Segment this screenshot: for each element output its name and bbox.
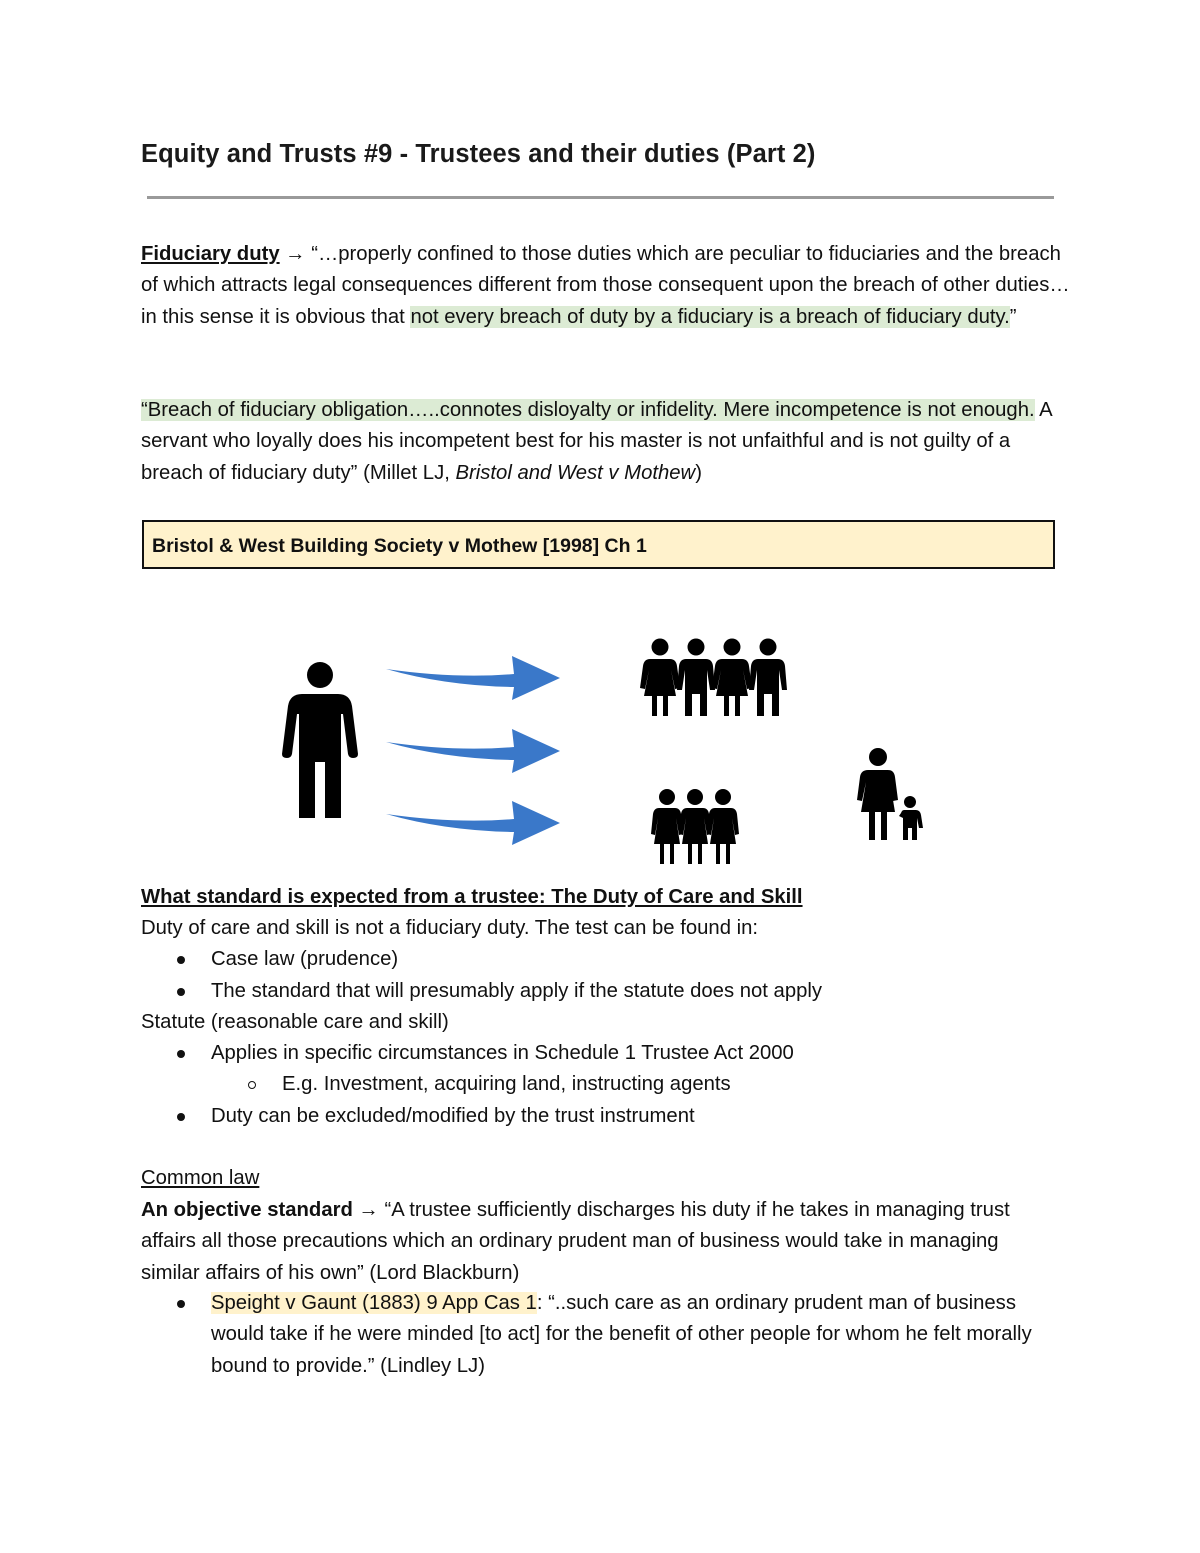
page-title: Equity and Trusts #9 - Trustees and their duties (Part 2) (141, 140, 816, 168)
common-law-heading: Common law (141, 1167, 260, 1189)
blue-arrow-icon (386, 725, 562, 773)
case-box (142, 520, 1055, 569)
trustee-person-icon (280, 662, 360, 818)
blue-arrow-icon (386, 797, 562, 845)
millet-case-name: Bristol and West v Mothew (455, 461, 696, 484)
millet-quote-paragraph (141, 395, 1071, 489)
fiduciary-quote-start: “…properly confined to those duties which are peculiar to fiduciaries and the breach of which attracts legal consequences different from those consequent upon the breach of other duties…in this sense it is obvious that (141, 243, 1070, 328)
bullet-excluded: Duty can be excluded/modified by the trust instrument (211, 1105, 695, 1127)
title-divider (147, 196, 1054, 199)
objective-standard-paragraph (141, 1195, 1041, 1289)
fiduciary-quote-end: ” (1009, 305, 1017, 328)
standard-heading: What standard is expected from a trustee: The Duty of Care and Skill (141, 886, 803, 908)
standard-intro: Duty of care and skill is not a fiduciary duty. The test can be found in: (141, 917, 759, 939)
speight-quote: : “..such care as an ordinary prudent man of business would take if he were minded [to act] for the benefit of other people for whom he felt morally bound to provide.” (Lindley LJ) (211, 1292, 1032, 1377)
mother-child-icon (857, 748, 925, 840)
bullet-schedule: Applies in specific circumstances in Schedule 1 Trustee Act 2000 (211, 1042, 794, 1064)
objective-arrow: → (352, 1199, 385, 1221)
fiduciary-duty-paragraph (141, 239, 1071, 333)
objective-quote: “A trustee sufficiently discharges his duty if he takes in managing trust affairs all those precautions which an ordinary prudent man of business would take in managing similar affairs of his own” (Lord Blackburn) (141, 1199, 1010, 1284)
blue-arrow-icon (386, 652, 562, 700)
family-group-icon (640, 638, 790, 716)
millet-highlight: “Breach of fiduciary obligation…..connotes disloyalty or infidelity. Mere incompetence is not enough. (141, 399, 1035, 421)
speight-case-name: Speight v Gaunt (1883) 9 App Cas 1 (211, 1292, 537, 1314)
fiduciary-quote-highlight: not every breach of duty by a fiduciary is a breach of fiduciary duty. (410, 305, 1010, 328)
bullet-presumed-standard: The standard that will presumably apply if the statute does not apply (211, 980, 823, 1002)
statute-line: Statute (reasonable care and skill) (141, 1011, 449, 1033)
bullet-dot (177, 1050, 185, 1058)
case-box-title: Bristol & West Building Society v Mothew [1998] Ch 1 (152, 535, 647, 557)
fiduciary-duty-term: Fiduciary duty (141, 243, 280, 265)
objective-standard-term: An objective standard (141, 1199, 353, 1221)
sub-bullet-examples: E.g. Investment, acquiring land, instructing agents (282, 1073, 731, 1095)
bullet-case-law: Case law (prudence) (211, 948, 399, 970)
millet-rest: A servant who loyally does his incompetent best for his master is not unfaithful and is not guilty of a breach of fiduciary duty” (Millet LJ, (141, 399, 1052, 484)
fiduciary-arrow: → (279, 243, 312, 265)
bullet-dot (177, 988, 185, 996)
millet-close: ) (695, 461, 702, 484)
bullet-dot (177, 1113, 185, 1121)
hollow-bullet (248, 1081, 256, 1089)
bullet-dot (177, 956, 185, 964)
speight-paragraph (211, 1288, 1061, 1382)
bullet-dot (177, 1300, 185, 1308)
family-group-icon (652, 788, 738, 864)
